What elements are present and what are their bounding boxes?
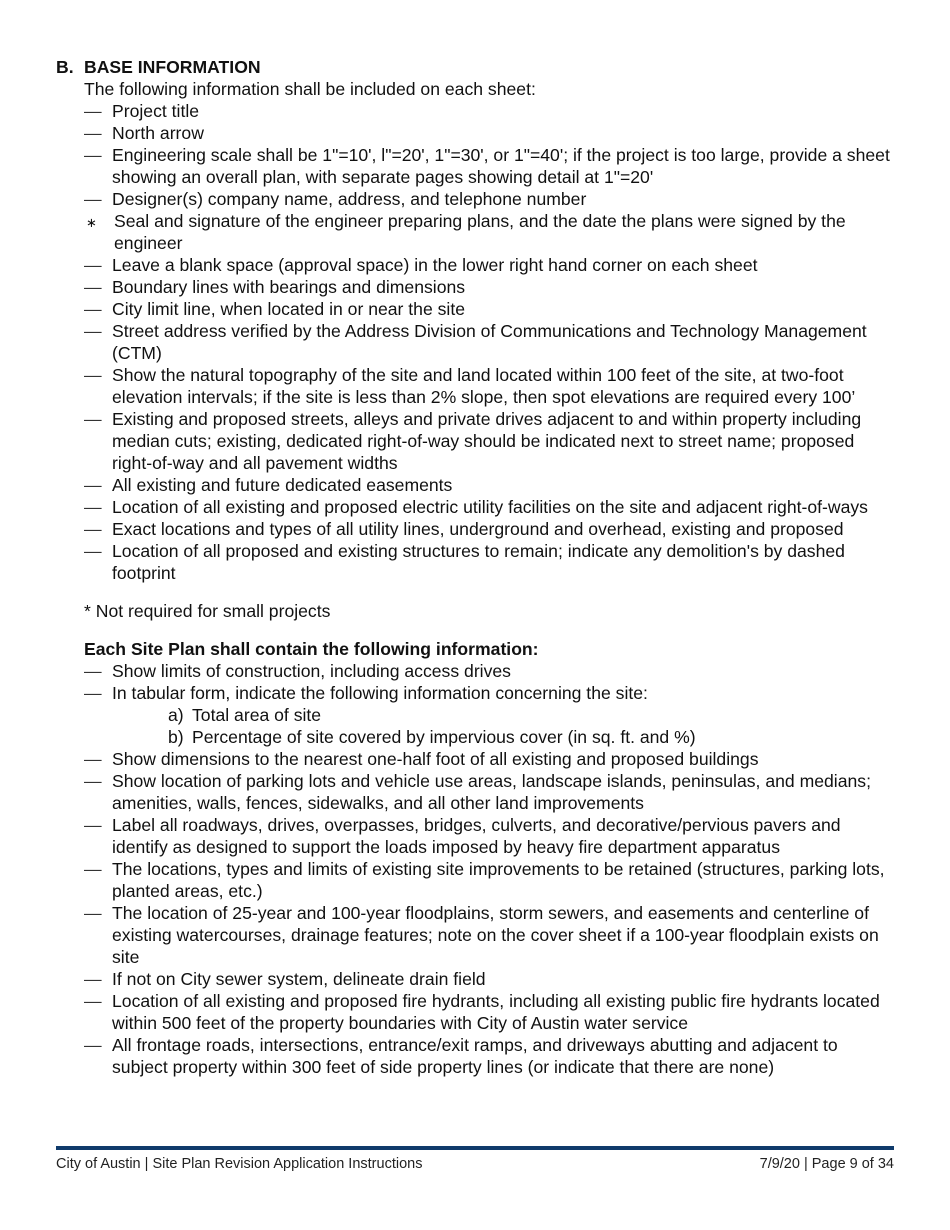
site-plan-list-a (84, 660, 896, 704)
list-item (84, 254, 896, 276)
dash-marker (84, 474, 112, 496)
list-item-text: Project title (112, 101, 200, 121)
list-item-text: Label all roadways, drives, overpasses, bridges, culverts, and decorative/pervious pavers and identify as designed to support the loads imposed by heavy fire department apparatus (112, 815, 841, 857)
list-item-text: Street address verified by the Address Division of Communications and Technology Management (CTM) (112, 321, 867, 363)
dash-marker (84, 144, 112, 188)
list-item (84, 990, 896, 1034)
list-item (84, 320, 896, 364)
list-item (84, 968, 896, 990)
list-item (84, 1034, 896, 1078)
asterisk-marker: ∗ (86, 215, 97, 230)
dash-marker (84, 320, 112, 364)
dash-marker (84, 748, 112, 770)
list-item-text: Show dimensions to the nearest one-half foot of all existing and proposed buildings (112, 749, 759, 769)
list-item (84, 188, 896, 210)
dash-marker (84, 122, 112, 144)
dash-marker (84, 902, 112, 968)
site-area-sublist (84, 704, 896, 748)
list-item-text: Engineering scale shall be 1"=10', l"=20', 1"=30', or 1"=40'; if the project is too large, provide a sheet showing an overall plan, with separate pages showing detail at 1"=20' (112, 145, 890, 187)
list-item-text: All existing and future dedicated easements (112, 475, 453, 495)
list-item (84, 814, 896, 858)
dash-marker (84, 682, 112, 704)
list-item (84, 770, 896, 814)
list-item-text: City limit line, when located in or near the site (112, 299, 466, 319)
site-plan-heading: Each Site Plan shall contain the following information: (84, 639, 539, 659)
list-item (84, 682, 896, 704)
list-item (84, 660, 896, 682)
list-item (84, 496, 896, 518)
list-item (84, 144, 896, 188)
list-item (84, 902, 896, 968)
document-page (56, 56, 896, 1078)
list-item-text: Leave a blank space (approval space) in the lower right hand corner on each sheet (112, 255, 758, 275)
dash-marker (84, 858, 112, 902)
dash-marker (84, 188, 112, 210)
list-item (84, 298, 896, 320)
list-item (84, 276, 896, 298)
footer-title: City of Austin | Site Plan Revision Application Instructions (56, 1156, 423, 1172)
list-item-text: Exact locations and types of all utility lines, underground and overhead, existing and proposed (112, 519, 844, 539)
list-item (84, 100, 896, 122)
list-item (84, 408, 896, 474)
list-item (84, 210, 896, 254)
list-item (84, 858, 896, 902)
dash-marker (84, 660, 112, 682)
dash-marker (84, 990, 112, 1034)
dash-marker (84, 968, 112, 990)
dash-marker (84, 276, 112, 298)
page-footer (56, 1156, 894, 1172)
section-letter: B. (56, 57, 74, 77)
dash-marker (84, 496, 112, 518)
list-item-text: The locations, types and limits of existing site improvements to be retained (structures, parking lots, planted areas, etc.) (112, 859, 885, 901)
list-item-text: Seal and signature of the engineer preparing plans, and the date the plans were signed by the engineer (114, 211, 846, 253)
section-title: BASE INFORMATION (84, 57, 261, 77)
dash-marker (84, 770, 112, 814)
list-item (84, 518, 896, 540)
list-item-text: If not on City sewer system, delineate drain field (112, 969, 486, 989)
list-item-text: Location of all existing and proposed electric utility facilities on the site and adjacent right-of-ways (112, 497, 868, 517)
dash-marker (84, 814, 112, 858)
list-item-text: Total area of site (192, 705, 322, 725)
dash-marker (84, 364, 112, 408)
sub-item-label: a) (168, 705, 184, 725)
dash-marker (84, 100, 112, 122)
list-item-text: Show the natural topography of the site and land located within 100 feet of the site, at two-foot elevation intervals; if the site is less than 2% slope, then spot elevations are required every 100’ (112, 365, 856, 407)
list-item (84, 474, 896, 496)
site-plan-list-b (84, 748, 896, 1078)
list-item-text: Location of all proposed and existing structures to remain; indicate any demolition's by dashed footprint (112, 541, 845, 583)
list-item (84, 122, 896, 144)
list-item-text: Percentage of site covered by impervious cover (in sq. ft. and %) (192, 727, 696, 747)
footer-rule (56, 1146, 894, 1150)
list-item (84, 540, 896, 584)
list-item-text: North arrow (112, 123, 204, 143)
footer-page-info: 7/9/20 | Page 9 of 34 (759, 1156, 894, 1172)
sub-item-label: b) (168, 727, 184, 747)
list-item (84, 748, 896, 770)
dash-marker (84, 1034, 112, 1078)
dash-marker (84, 298, 112, 320)
dash-marker (84, 540, 112, 584)
list-item-text: Show location of parking lots and vehicle use areas, landscape islands, peninsulas, and medians; amenities, walls, fences, sidewalks, and all other land improvements (112, 771, 871, 813)
list-item-text: Show limits of construction, including access drives (112, 661, 511, 681)
list-item-text: Boundary lines with bearings and dimensions (112, 277, 466, 297)
section-heading (56, 56, 896, 78)
section-intro: The following information shall be included on each sheet: (84, 79, 536, 99)
list-item-text: All frontage roads, intersections, entrance/exit ramps, and driveways abutting and adjacent to subject property within 300 feet of side property lines (or indicate that there are none) (112, 1035, 838, 1077)
list-item-text: Designer(s) company name, address, and telephone number (112, 189, 587, 209)
base-info-list (84, 100, 896, 584)
list-item-text: The location of 25-year and 100-year floodplains, storm sewers, and easements and centerline of existing watercourses, drainage features; note on the cover sheet if a 100-year floodplain exists on site (112, 903, 879, 967)
list-item (84, 364, 896, 408)
list-item-text: Existing and proposed streets, alleys and private drives adjacent to and within property including median cuts; existing, dedicated right-of-way should be indicated next to street name; proposed right-of-way and all pavement widths (112, 409, 862, 473)
dash-marker (84, 254, 112, 276)
footnote: * Not required for small projects (84, 601, 331, 621)
list-item (168, 704, 896, 726)
list-item-text: In tabular form, indicate the following information concerning the site: (112, 683, 648, 703)
list-item-text: Location of all existing and proposed fire hydrants, including all existing public fire hydrants located within 500 feet of the property boundaries with City of Austin water service (112, 991, 880, 1033)
dash-marker (84, 518, 112, 540)
dash-marker (84, 408, 112, 474)
list-item (168, 726, 896, 748)
